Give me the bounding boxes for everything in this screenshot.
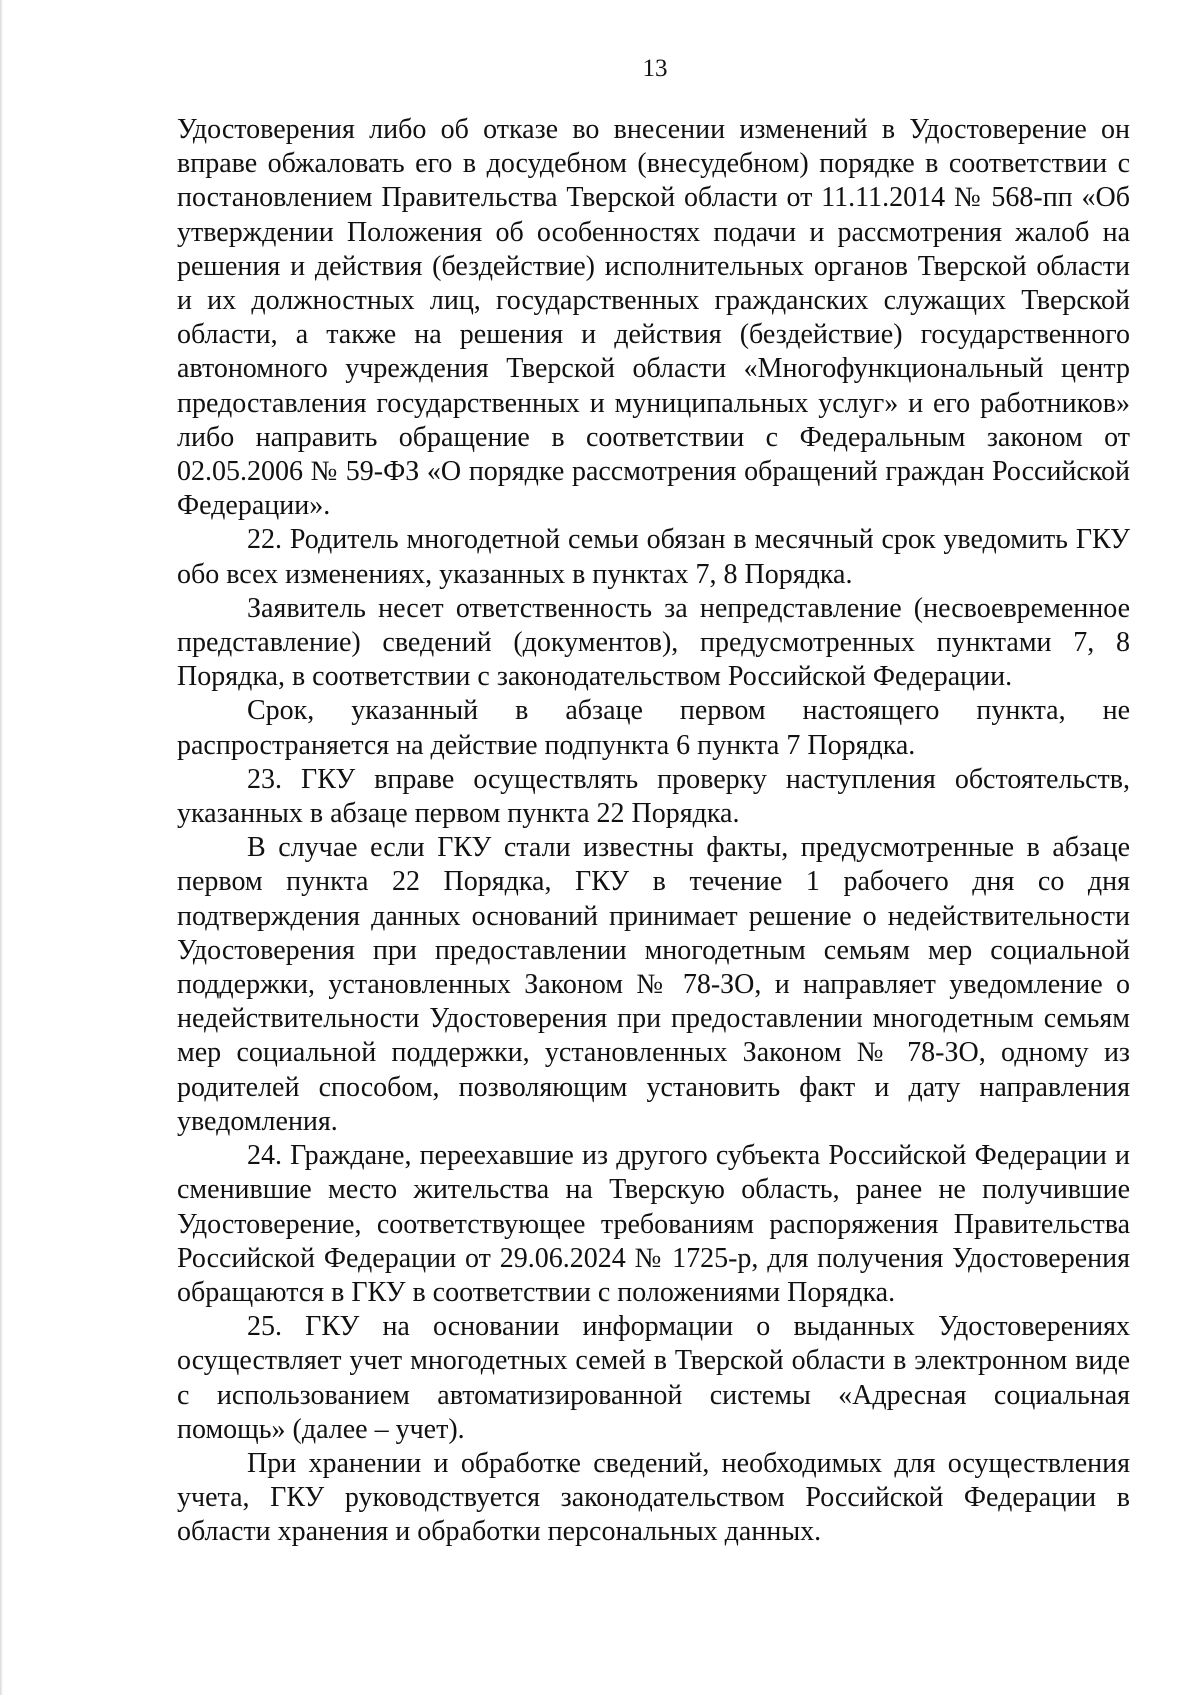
paragraph-item-25: 25. ГКУ на основании информации о выданных Удостоверениях осуществляет учет многодетных семей в Тверской области в электронном виде с использованием автоматизированной системы «Адресная социальная помощь» (далее – учет). (177, 1311, 1130, 1445)
paragraph-item-22: 22. Родитель многодетной семьи обязан в месячный срок уведомить ГКУ обо всех изменениях, указанных в пунктах 7, 8 Порядка. (177, 524, 1130, 590)
paragraph-item-24: 24. Граждане, переехавшие из другого субъекта Российской Федерации и сменившие место жительства на Тверскую область, ранее не получившие Удостоверение, соответствующее требованиям распоряжения Правительства Российской Федерации от 29.06.2024 № 1725-р, для получения Удостоверения обращаются в ГКУ в соответствии с положениями Порядка. (177, 1140, 1130, 1308)
paragraph-personal-data: При хранении и обработке сведений, необходимых для осуществления учета, ГКУ руководствуется законодательством Российской Федерации в области хранения и обработки персональных данных. (177, 1447, 1130, 1548)
document-body (177, 113, 1130, 1550)
page-number: 13 (642, 55, 668, 82)
paragraph-applicant-responsibility: Заявитель несет ответственность за непредставление (несвоевременное представление) сведений (документов), предусмотренных пунктами 7, 8 Порядка, в соответствии с законодательством Российской Федерации. (177, 592, 1130, 693)
paragraph-invalidity-decision: В случае если ГКУ стали известны факты, предусмотренные в абзаце первом пункта 22 Порядка, ГКУ в течение 1 рабочего дня со дня подтверждения данных оснований принимает решение о недействительности Удостоверения при предоставлении многодетным семьям мер социальной поддержки, установленных Законом № 78-ЗО, и направляет уведомление о недействительности Удостоверения при предоставлении многодетным семьям мер социальной поддержки, установленных Законом № 78-ЗО, одному из родителей способом, позволяющим установить факт и дату направления уведомления. (177, 832, 1130, 1137)
scan-edge (0, 0, 3, 1695)
paragraph-item-23: 23. ГКУ вправе осуществлять проверку наступления обстоятельств, указанных в абзаце первом пункта 22 Порядка. (177, 763, 1130, 830)
paragraph-term-exception: Срок, указанный в абзаце первом настоящего пункта, не распространяется на действие подпункта 6 пункта 7 Порядка. (177, 695, 1130, 761)
paragraph-continuation: Удостоверения либо об отказе во внесении изменений в Удостоверение он вправе обжаловать его в досудебном (внесудебном) порядке в соответствии с постановлением Правительства Тверской области от 11.11.2014 № 568-пп «Об утверждении Положения об особенностях подачи и рассмотрения жалоб на решения и действия (бездействие) исполнительных органов Тверской области и их должностных лиц, государственных гражданских служащих Тверской области, а также на решения и действия (бездействие) государственного автономного учреждения Тверской области «Многофункциональный центр предоставления государственных и муниципальных услуг» и его работников» либо направить обращение в соответствии с Федеральным законом от 02.05.2006 № 59-ФЗ «О порядке рассмотрения обращений граждан Российской Федерации». (177, 114, 1130, 522)
